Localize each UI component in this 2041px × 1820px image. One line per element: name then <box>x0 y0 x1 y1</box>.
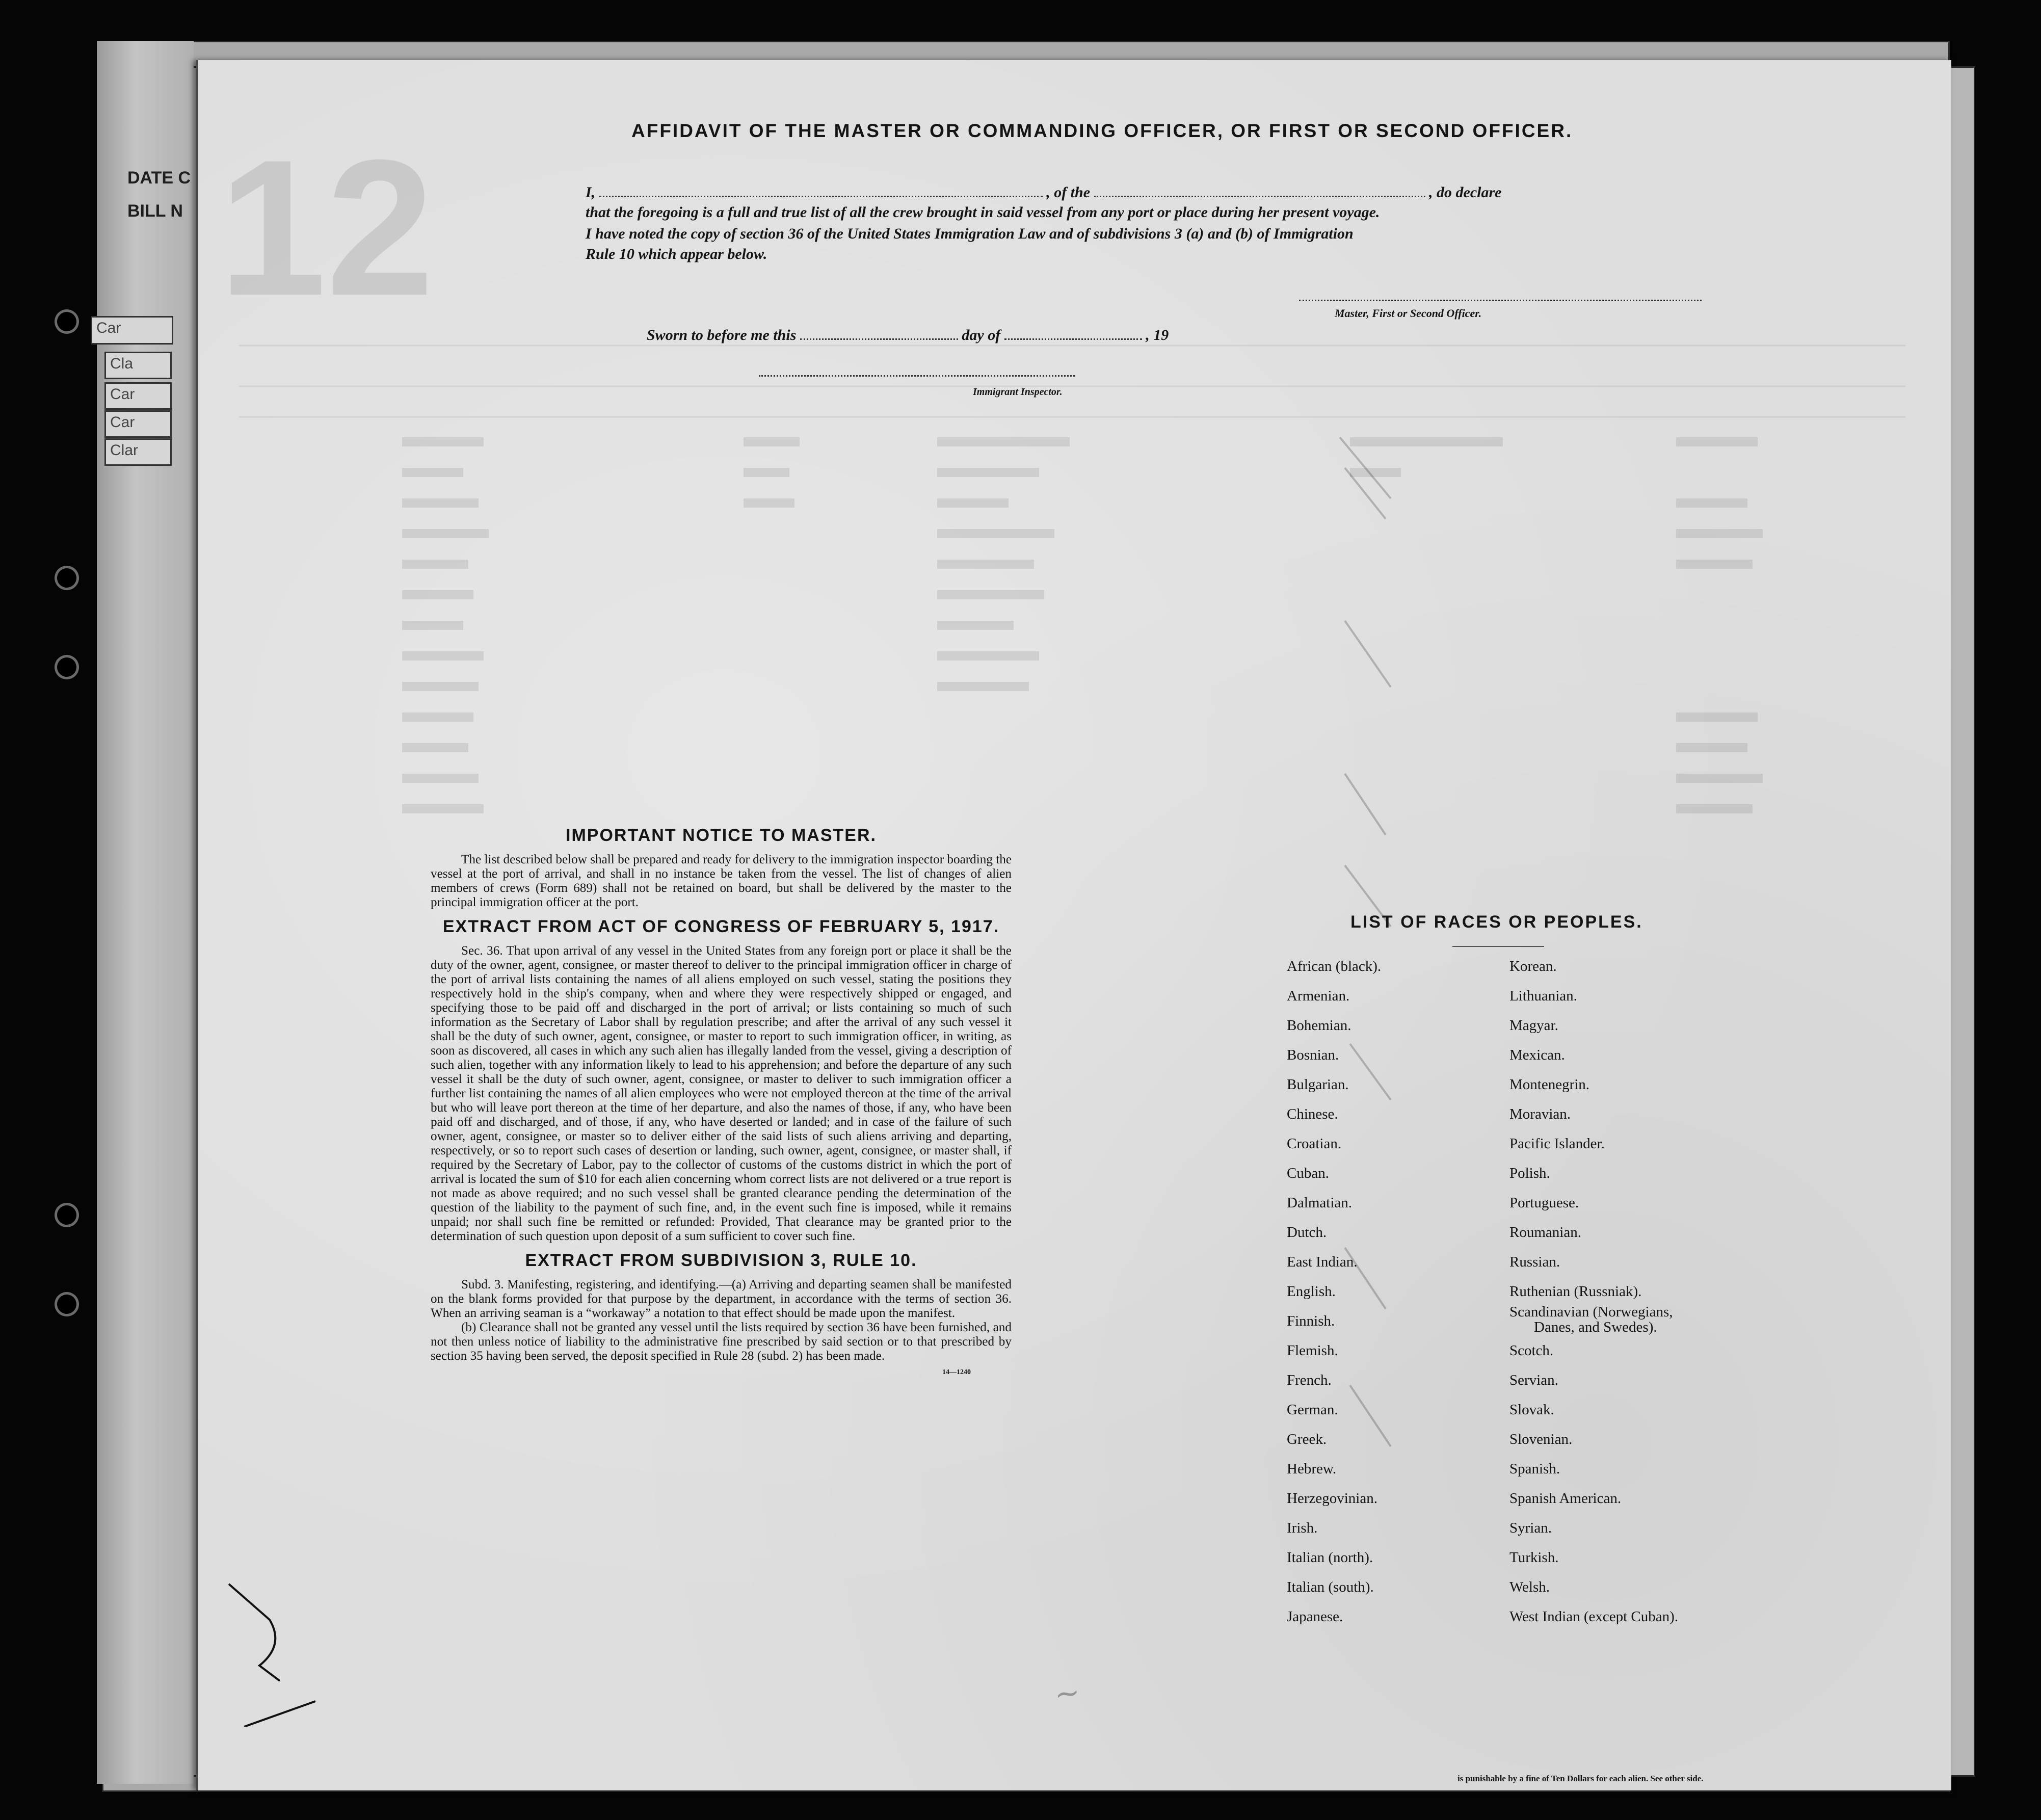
race-item: Servian. <box>1509 1372 1558 1388</box>
race-item: Pacific Islander. <box>1509 1136 1605 1152</box>
form-number: 14—1240 <box>942 1368 971 1376</box>
race-item: Spanish. <box>1509 1461 1560 1477</box>
side-box: Car <box>91 316 173 345</box>
race-item: Lithuanian. <box>1509 988 1577 1004</box>
race-item: Welsh. <box>1509 1579 1550 1595</box>
punch-hole <box>57 568 76 588</box>
side-label-date: DATE C <box>127 168 191 188</box>
race-item: Dalmatian. <box>1287 1195 1353 1211</box>
master-signature-line[interactable] <box>1299 300 1702 301</box>
notice-column <box>431 826 1012 1377</box>
race-item: Portuguese. <box>1509 1195 1579 1211</box>
master-caption: Master, First or Second Officer. <box>1335 307 1482 320</box>
affidavit-declare-line <box>586 182 1501 201</box>
inspector-signature-line[interactable] <box>759 375 1075 377</box>
side-box: Car <box>104 410 172 438</box>
side-box: Car <box>104 382 172 410</box>
race-item: French. <box>1287 1372 1332 1388</box>
punch-hole <box>57 1295 76 1314</box>
sworn-day-of: day of <box>962 327 1001 344</box>
notice-title: IMPORTANT NOTICE TO MASTER. <box>566 826 877 845</box>
race-item: African (black). <box>1287 958 1382 974</box>
race-item: Roumanian. <box>1509 1224 1581 1241</box>
act-body: Sec. 36. That upon arrival of any vessel in the United States from any foreign port or place it shall be the duty of the owner, agent, consignee, or master thereof to deliver to the principal immigration officer in charge of the port of arrival lists containing the names of all aliens employed on such vessel, stating the positions they respectively hold in the ship's company, when and where they were respectively shipped or engaged, and specifying those to be paid off and discharged in the port of arrival; or lists containing so much of such information as the Secretary of Labor shall by regulation prescribe; and after the arrival of any such vessel it shall be the duty of such owner, agent, consignee, or master to report to such immigration officer, in writing, as soon as discovered, all cases in which any such alien has illegally landed from the vessel, giving a description of such alien, together with any information likely to lead to his apprehension; and before the departure of any such vessel it shall be the duty of such owner, agent, consignee, or master to deliver to such immigration officer a further list containing the names of all alien employees who were not employed thereon at the time of the arrival but who will leave port thereon at the time of her departure, and also the names of those, if any, who have been paid off and discharged, and of those, if any, who have deserted or landed; and in case of the failure of such owner, agent, consignee, or master so to deliver either of the said lists of such aliens arriving and departing, respectively, or so to report such cases of desertion or landing, such owner, agent, consignee, or master shall, if required by the Secretary of Labor, pay to the collector of customs of the customs district in which the port of arrival is located the sum of $10 for each alien concerning whom correct lists are not delivered or a true report is not made as above required; and no such vessel shall be granted clearance pending the determination of the question of the liability to the payment of such fine, and, in the event such fine is imposed, while it remains unpaid; nor shall such fine be remitted or refunded: Provided, That clearance may be granted prior to the determination of such question upon deposit of a sum sufficient to cover such fine. <box>431 944 1012 1243</box>
name-blank[interactable] <box>599 182 1043 197</box>
race-item: Bosnian. <box>1287 1047 1339 1063</box>
race-item: Slovak. <box>1509 1402 1554 1418</box>
race-item: West Indian (except Cuban). <box>1509 1608 1679 1625</box>
race-item: East Indian. <box>1287 1254 1358 1270</box>
rule-para-a: Subd. 3. Manifesting, registering, and identifying.—(a) Arriving and departing seamen shall be manifested on the blank forms provided for that purpose by the department, in accordance with the terms of section 36. When an arriving seaman is a “workaway” a notation to that effect should be made upon the manifest. <box>431 1278 1012 1320</box>
races-title: LIST OF RACES OR PEOPLES. <box>1350 912 1643 932</box>
race-item: English. <box>1287 1283 1336 1300</box>
race-item: Polish. <box>1509 1165 1550 1181</box>
side-box: Clar <box>104 438 172 466</box>
show-through-numeral: 12 <box>219 119 434 336</box>
race-item: Greek. <box>1287 1431 1327 1447</box>
race-item: Magyar. <box>1509 1017 1558 1034</box>
left-page-edge <box>97 41 194 1784</box>
sworn-month-blank[interactable] <box>1004 325 1142 340</box>
race-item: Dutch. <box>1287 1224 1327 1241</box>
affidavit-line-3: I have noted the copy of section 36 of the United States Immigration Law and of subdivisions 3 (a) and (b) of Immigration <box>586 225 1354 242</box>
sworn-day-blank[interactable] <box>800 325 958 340</box>
race-item: Moravian. <box>1509 1106 1571 1122</box>
race-item-continued: Danes, and Swedes). <box>1534 1319 1657 1335</box>
footer-note: is punishable by a fine of Ten Dollars for each alien. See other side. <box>1457 1774 1704 1783</box>
side-label-bill: BILL N <box>127 201 183 221</box>
side-box: Cla <box>104 352 172 379</box>
affidavit-line-2: that the foregoing is a full and true list of all the crew brought in said vessel from any port or place during her present voyage. <box>586 204 1380 221</box>
race-item: Slovenian. <box>1509 1431 1573 1447</box>
race-item: Bulgarian. <box>1287 1076 1349 1093</box>
pencil-stroke-marks <box>198 1513 351 1727</box>
race-item: Mexican. <box>1509 1047 1565 1063</box>
sworn-line <box>647 325 1169 344</box>
race-item: Hebrew. <box>1287 1461 1337 1477</box>
race-item: Flemish. <box>1287 1342 1338 1359</box>
race-item: Irish. <box>1287 1520 1318 1536</box>
race-item: Korean. <box>1509 958 1557 974</box>
race-item: Spanish American. <box>1509 1490 1622 1507</box>
race-item: Croatian. <box>1287 1136 1342 1152</box>
race-item: Ruthenian (Russniak). <box>1509 1283 1642 1300</box>
race-item: Herzegovinian. <box>1287 1490 1377 1507</box>
sworn-label: Sworn to before me this <box>647 327 797 344</box>
race-item: Finnish. <box>1287 1313 1335 1329</box>
act-title: EXTRACT FROM ACT OF CONGRESS OF FEBRUARY 5, 1917. <box>442 917 1000 936</box>
punch-hole <box>57 1205 76 1225</box>
race-item: Chinese. <box>1287 1106 1338 1122</box>
race-item: Cuban. <box>1287 1165 1329 1181</box>
race-item: Italian (south). <box>1287 1579 1374 1595</box>
race-item: Armenian. <box>1287 988 1350 1004</box>
race-item: Scandinavian (Norwegians, <box>1509 1304 1673 1320</box>
affidavit-of-the: , of the <box>1046 184 1091 201</box>
affidavit-do-declare: , do declare <box>1429 184 1502 201</box>
vessel-blank[interactable] <box>1094 182 1425 197</box>
affidavit-title: AFFIDAVIT OF THE MASTER OR COMMANDING OFFICER, OR FIRST OR SECOND OFFICER. <box>631 120 1573 141</box>
rule-para-b: (b) Clearance shall not be granted any vessel until the lists required by section 36 have been furnished, and not then unless notice of liability to the administrative fine prescribed by said section or to that prescribed by section 35 having been served, the deposit specified in Rule 28 (subd. 2) has been made. <box>431 1321 1012 1363</box>
punch-hole <box>57 312 76 331</box>
punch-hole <box>57 657 76 677</box>
race-item: Montenegrin. <box>1509 1076 1590 1093</box>
races-rule <box>1452 946 1544 947</box>
race-item: Scotch. <box>1509 1342 1554 1359</box>
pencil-scribble: ~ <box>1052 1674 1082 1713</box>
affidavit-line-4: Rule 10 which appear below. <box>586 246 767 262</box>
race-item: Italian (north). <box>1287 1549 1373 1566</box>
rule-title: EXTRACT FROM SUBDIVISION 3, RULE 10. <box>525 1251 917 1270</box>
inspector-caption: Immigrant Inspector. <box>973 386 1063 398</box>
race-item: Turkish. <box>1509 1549 1559 1566</box>
race-item: Japanese. <box>1287 1608 1343 1625</box>
race-item: Syrian. <box>1509 1520 1552 1536</box>
race-item: Russian. <box>1509 1254 1560 1270</box>
sworn-year: , 19 <box>1146 327 1169 344</box>
race-item: Bohemian. <box>1287 1017 1351 1034</box>
notice-body: The list described below shall be prepared and ready for delivery to the immigration inspector boarding the vessel at the port of arrival, and shall in no instance be taken from the vessel. The list of changes of alien members of crews (Form 689) shall not be retained on board, but shall be delivered by the master to the principal immigration officer at the port. <box>431 853 1012 909</box>
affidavit-i: I, <box>586 184 596 201</box>
race-item: German. <box>1287 1402 1338 1418</box>
